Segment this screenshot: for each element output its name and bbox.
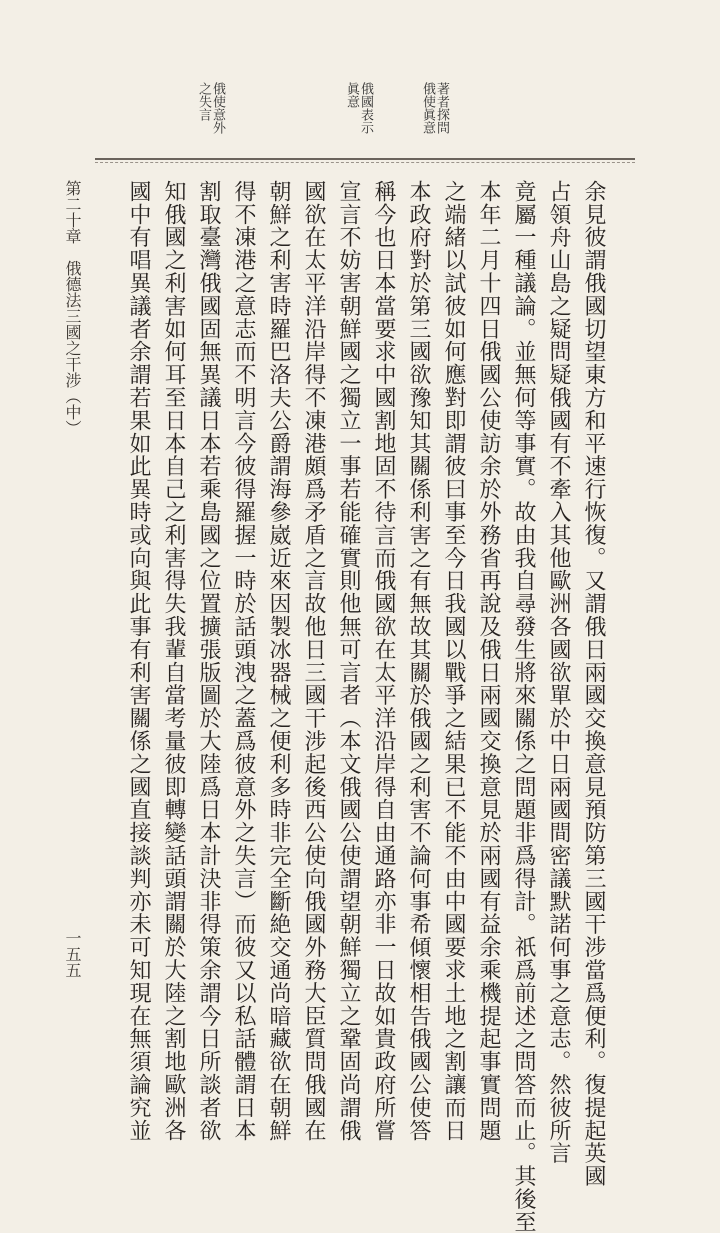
body-column-8: 宣言不妨害朝鮮國之獨立一事若能確實則他無可言者（本文俄國公使謂望朝鮮獨立之鞏固尚謂俄 <box>336 180 361 1142</box>
body-column-3: 竟屬一種議論。並無何等事實。故由我自尋發生將來關係之問題非爲得計。祇爲前述之問答而止。其後至 <box>511 180 536 1233</box>
body-column-13: 知俄國之利害如何耳至日本自己之利害得失我輩自當考量彼即轉變話頭謂關於大陸之割地歐洲各 <box>161 180 186 1142</box>
body-column-10: 朝鮮之利害時羅巴洛夫公爵謂海參崴近來因製冰器械之便利多時非完全斷絶交通尚暗藏欲在朝鮮 <box>266 180 291 1142</box>
body-column-9: 國欲在太平洋沿岸得不凍港頗爲矛盾之言故他日三國干涉起後西公使向俄國外務大臣質問俄國在 <box>301 180 326 1142</box>
page-number: 一五五 <box>63 930 82 978</box>
body-column-12: 割取臺灣俄國固無異議日本若乘島國之位置擴張版圖於大陸爲日本計決非得策余謂今日所談者欲 <box>196 180 221 1142</box>
header-rule <box>95 158 635 160</box>
annotation-line: 之失言 <box>196 82 211 121</box>
body-column-2: 占領舟山島之疑問疑俄國有不牽入其他歐洲各國欲單於中日兩國間密議默諾何事之意志。然彼所言 <box>546 180 571 1165</box>
annotation-line: 俄國表示 <box>358 82 373 134</box>
body-column-1: 余見彼謂俄國切望東方和平速行恢復。又謂俄日兩國交換意見預防第三國干涉當爲便利。復提起英國 <box>581 180 606 1188</box>
annotation-line: 俄使意外 <box>210 82 225 134</box>
annotation-line: 著者探問 <box>434 82 449 134</box>
annotation-line: 俄使眞意 <box>420 82 435 134</box>
body-column-6: 本政府對於第三國欲豫知其關係利害之有無故其關於俄國之利害不論何事希傾懷相告俄國公使答 <box>406 180 431 1142</box>
body-column-14: 國中有唱異議者余謂若果如此異時或向與此事有利害關係之國直接談判亦未可知現在無須論究並 <box>126 180 151 1142</box>
chapter-footer: 第二十章 俄德法三國之干涉（中） <box>63 180 82 436</box>
margin-annotation-3 <box>196 82 224 134</box>
body-column-5: 之端緒以試彼如何應對即謂彼曰事至今日我國以戰爭之結果已不能不由中國要求土地之割讓而日 <box>441 180 466 1142</box>
body-column-7: 稱今也日本當要求中國割地固不待言而俄國欲在太平洋沿岸得自由通路亦非一日故如貴政府所嘗 <box>371 180 396 1142</box>
margin-annotation-1 <box>420 82 448 134</box>
body-column-4: 本年二月十四日俄國公使訪余於外務省再說及俄日兩國交換意見於兩國有益余乘機提起事實問題 <box>476 180 501 1142</box>
body-column-11: 得不凍港之意志而不明言今彼得羅握一時於話頭洩之蓋爲彼意外之失言）而彼又以私話體謂日本 <box>231 180 256 1142</box>
margin-annotation-2 <box>344 82 372 134</box>
header-dashed-rule <box>95 162 635 163</box>
annotation-line: 眞意 <box>344 82 359 108</box>
